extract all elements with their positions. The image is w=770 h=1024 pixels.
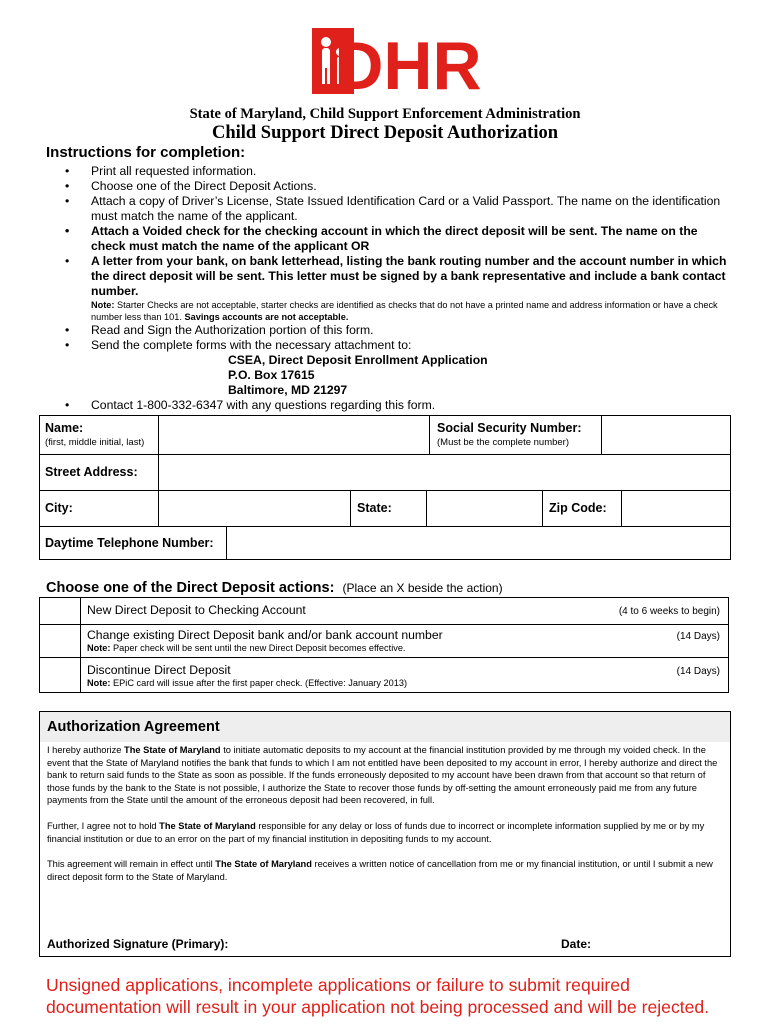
phone-label: Daytime Telephone Number: bbox=[45, 536, 214, 550]
action-time: (4 to 6 weeks to begin) bbox=[618, 606, 720, 617]
bullet-icon: • bbox=[65, 323, 70, 337]
ssn-field[interactable] bbox=[601, 415, 731, 455]
name-hint: (first, middle initial, last) bbox=[45, 437, 145, 448]
actions-heading: Choose one of the Direct Deposit actions: (Place an X beside the action) bbox=[46, 580, 503, 596]
bullet-icon: • bbox=[65, 194, 70, 208]
dhr-logo bbox=[312, 28, 482, 104]
action-time: (14 Days) bbox=[676, 631, 720, 642]
authorization-heading: Authorization Agreement bbox=[47, 719, 220, 735]
action-label: Discontinue Direct Deposit bbox=[87, 663, 231, 677]
action-row-change bbox=[39, 624, 729, 658]
mailing-address: CSEA, Direct Deposit Enrollment Application P.O. Box 17615 Baltimore, MD 21297 bbox=[228, 353, 488, 397]
action-label: Change existing Direct Deposit bank and/or bank account number bbox=[87, 628, 443, 642]
bullet-icon: • bbox=[65, 179, 70, 193]
logo-text: DHR bbox=[334, 28, 482, 104]
ssn-label: Social Security Number: bbox=[437, 421, 582, 435]
state-field[interactable] bbox=[426, 490, 543, 527]
street-label: Street Address: bbox=[45, 465, 138, 479]
list-item: • A letter from your bank, on bank letterhead, listing the bank routing number and the account number in which the direct deposit will be sent. This letter must be signed by a bank representative and include a bank contact number. Note: Starter Checks are not acceptable, starter checks are identified as checks that do not have a printed name and address information or have a check number less than 101. Savings accounts are not acceptable. bbox=[62, 254, 732, 323]
bullet-icon: • bbox=[65, 338, 70, 352]
rejection-warning: Unsigned applications, incomplete applications or failure to submit required documentation will result in your application not being processed and will be rejected. bbox=[46, 975, 710, 1017]
city-field[interactable] bbox=[158, 490, 351, 527]
city-label: City: bbox=[45, 501, 73, 515]
phone-field[interactable] bbox=[226, 526, 731, 560]
action-checkbox-discontinue[interactable] bbox=[40, 658, 81, 692]
action-checkbox-new[interactable] bbox=[40, 598, 81, 624]
bullet-icon: • bbox=[65, 398, 70, 412]
ssn-hint: (Must be the complete number) bbox=[437, 437, 570, 448]
list-item: • Attach a Voided check for the checking account in which the direct deposit will be sent. The name on the check must match the name of the applicant OR bbox=[65, 224, 698, 253]
authorization-paragraph-3: This agreement will remain in effect until The State of Maryland receives a written notice of cancellation from me or my financial institution, or until I submit a new direct deposit form to the State of Maryland. bbox=[47, 859, 713, 882]
action-time: (14 Days) bbox=[676, 666, 720, 677]
agency-name: State of Maryland, Child Support Enforcement Administration bbox=[189, 106, 581, 122]
action-note: Note: Paper check will be sent until the new Direct Deposit becomes effective. bbox=[87, 643, 406, 653]
list-item: • Contact 1-800-332-6347 with any questions regarding this form. bbox=[65, 398, 436, 412]
name-field[interactable] bbox=[158, 415, 430, 455]
action-row-discontinue bbox=[39, 657, 729, 693]
zip-field[interactable] bbox=[621, 490, 731, 527]
authorization-paragraph-1: I hereby authorize The State of Maryland to initiate automatic deposits to my account at the financial institution provided by me through my voided check. In the event that the State of Maryland notifies the bank that funds to which I am not entitled have been deposited to my account in error, I hereby authorize and direct the bank to return said funds to the State as soon as possible. If the funds erroneously deposited to my account have been drawn from that account so that return of those funds by the bank to the State is not possible, I authorize the State to recover those funds by off-setting the amount erroneously paid me from any future payments from the State until the amount of the erroneous deposit had been recovered, in full. bbox=[47, 745, 718, 805]
instructions-list bbox=[62, 164, 732, 413]
street-field[interactable] bbox=[158, 454, 731, 491]
state-label: State: bbox=[357, 501, 392, 515]
list-item: • Choose one of the Direct Deposit Actions. bbox=[65, 179, 317, 193]
actions-instruction: (Place an X beside the action) bbox=[342, 581, 503, 595]
authorization-paragraph-2: Further, I agree not to hold The State of Maryland responsible for any delay or loss of funds due to incorrect or incomplete information supplied by me or by my financial institution or due to an error on the part of my financial institution in depositing funds to my account. bbox=[47, 821, 705, 844]
action-note: Note: EPiC card will issue after the first paper check. (Effective: January 2013) bbox=[87, 678, 408, 688]
bullet-icon: • bbox=[65, 224, 70, 238]
instructions-heading: Instructions for completion: bbox=[46, 144, 246, 161]
name-label: Name: bbox=[45, 421, 84, 435]
action-row-new bbox=[39, 597, 729, 625]
action-label: New Direct Deposit to Checking Account bbox=[87, 603, 306, 617]
list-item: • Read and Sign the Authorization portion of this form. bbox=[65, 323, 374, 337]
list-item: • Attach a copy of Driver’s License, State Issued Identification Card or a Valid Passport. The name on the identification must match the name of the applicant. bbox=[65, 194, 721, 223]
bullet-icon: • bbox=[65, 164, 70, 178]
date-label: Date: bbox=[561, 937, 592, 951]
zip-label: Zip Code: bbox=[549, 501, 607, 515]
starter-check-note: Note: Starter Checks are not acceptable, starter checks are identified as checks that do not have a printed name and address information or have a check number less than 101. Savings accounts are not acceptable. bbox=[91, 300, 718, 322]
bullet-icon: • bbox=[65, 254, 70, 268]
signature-label: Authorized Signature (Primary): bbox=[47, 937, 229, 951]
action-checkbox-change[interactable] bbox=[40, 625, 81, 657]
form-title: Child Support Direct Deposit Authorization bbox=[211, 123, 559, 143]
list-item: • Print all requested information. bbox=[65, 164, 257, 178]
list-item: • Send the complete forms with the necessary attachment to: CSEA, Direct Deposit Enrollment Application P.O. Box 17615 Baltimore, MD 21297 bbox=[62, 338, 732, 398]
